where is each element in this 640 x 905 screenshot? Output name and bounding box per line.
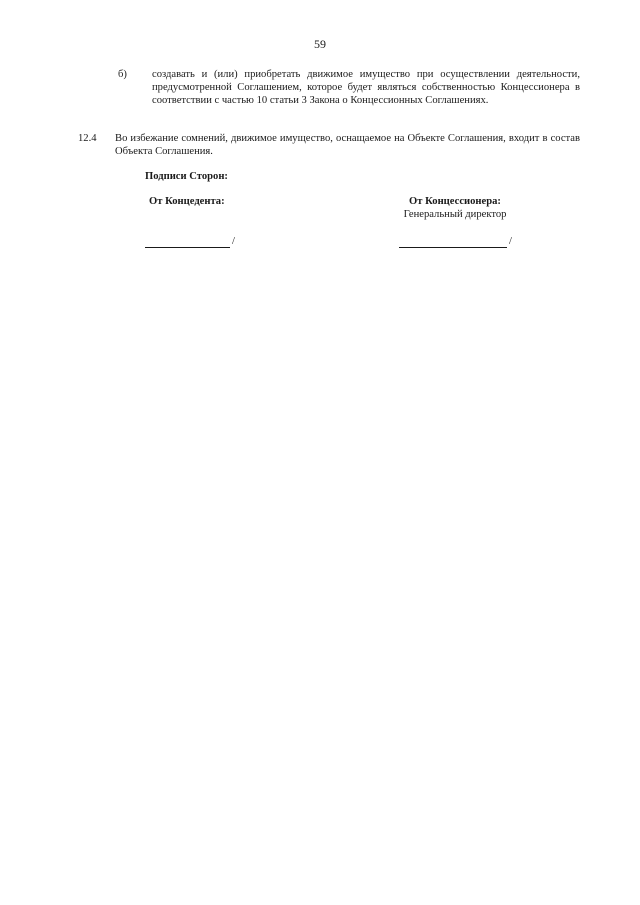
concessionaire-position: Генеральный директор — [403, 209, 507, 220]
concessionaire-signature-underline — [399, 247, 507, 248]
grantor-signature-title: От Концедента: — [149, 196, 225, 207]
grantor-signature-underline — [145, 247, 230, 248]
clause-b-marker: б) — [118, 69, 127, 80]
signatures-heading: Подписи Сторон: — [145, 171, 228, 182]
concessionaire-signature-title: От Концессионера: — [409, 196, 501, 207]
concessionaire-signature-block — [380, 195, 530, 221]
clause-12-4-text: Во избежание сомнений, движимое имущество, оснащаемое на Объекте Соглашения, входит в состав Объекта Соглашения. — [115, 133, 580, 157]
page-number: 59 — [314, 37, 326, 51]
clause-12-4-marker: 12.4 — [78, 133, 97, 144]
grantor-signature-slash: / — [232, 236, 235, 247]
clause-b-text: создавать и (или) приобретать движимое имущество при осуществлении деятельности, предусмотренной Соглашением, которое будет являться собственностью Концессионера в соответствии с частью 10 статьи 3 Закона о Концессионных Соглашениях. — [152, 69, 580, 106]
concessionaire-signature-slash: / — [509, 236, 512, 247]
